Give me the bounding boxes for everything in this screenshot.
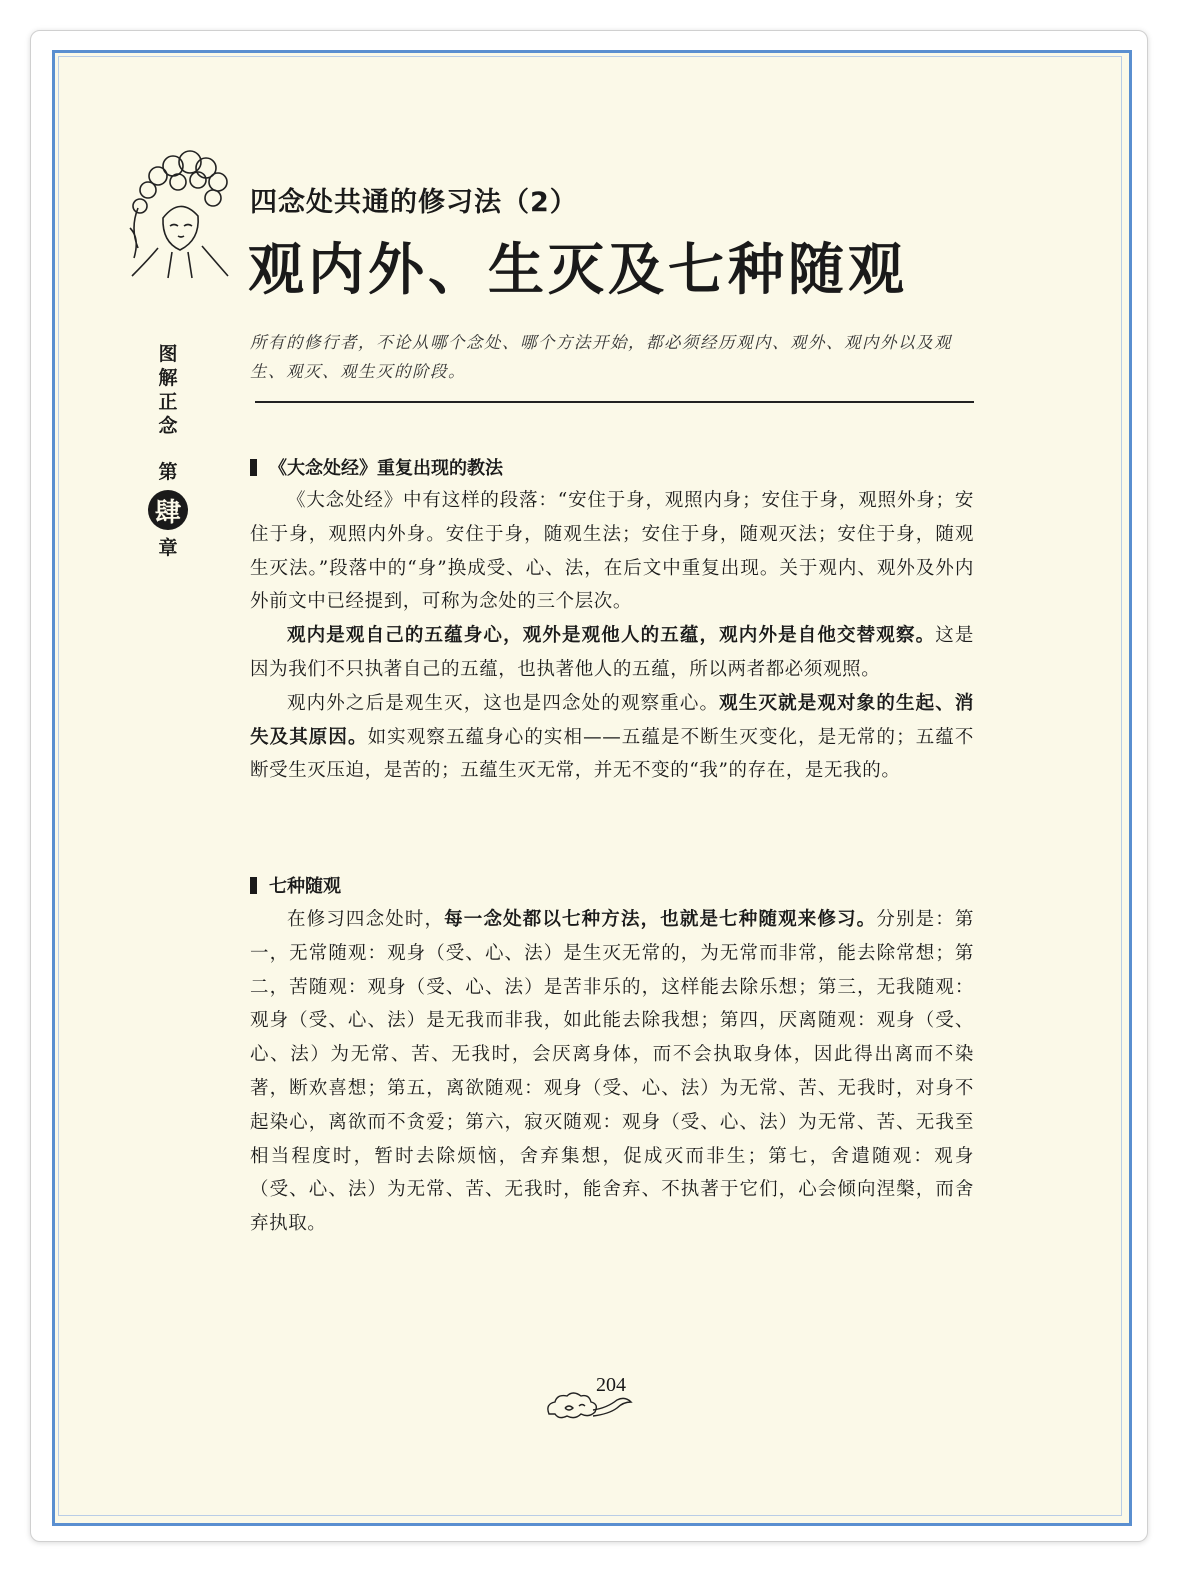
section-heading-text: 七种随观 bbox=[269, 876, 341, 897]
paragraph-text: 在修习四念处时， bbox=[287, 909, 445, 930]
paragraph-text: 这是因为我们不只执著自己的五蕴，也执著他人的五蕴，所以两者都必须观照。 bbox=[250, 625, 974, 680]
section-2-body bbox=[250, 903, 974, 1241]
section-1-body bbox=[250, 484, 974, 788]
sage-portrait-icon bbox=[118, 148, 236, 280]
page-title: 观内外、生灭及七种随观 bbox=[248, 237, 908, 303]
chapter-side-label bbox=[148, 342, 188, 560]
side-char: 解 bbox=[158, 367, 178, 389]
page-number: 204 bbox=[596, 1374, 626, 1396]
paragraph-text: 观内外之后是观生灭，这也是四念处的观察重心。 bbox=[287, 692, 720, 714]
chapter-prefix: 第 bbox=[158, 461, 178, 483]
heading-bar-icon bbox=[250, 459, 257, 476]
cloud-ornament-icon bbox=[543, 1388, 635, 1424]
section-heading-text: 《大念处经》重复出现的教法 bbox=[269, 458, 503, 479]
chapter-number-badge: 肆 bbox=[148, 490, 188, 530]
bold-text: 观生灭就是观对象的生起、消失及其原因。 bbox=[250, 692, 974, 748]
side-char: 图 bbox=[158, 343, 178, 365]
heading-bar-icon bbox=[250, 877, 257, 894]
paragraph bbox=[250, 903, 974, 1241]
intro-text: 所有的修行者，不论从哪个念处、哪个方法开始，都必须经历观内、观外、观内外以及观生、观灭、观生灭的阶段。 bbox=[250, 333, 952, 381]
section-heading-2 bbox=[250, 872, 341, 898]
side-char: 正 bbox=[158, 391, 178, 413]
section-heading-1 bbox=[250, 454, 503, 480]
paragraph-text: 如实观察五蕴身心的实相——五蕴是不断生灭变化，是无常的；五蕴不断受生灭压迫，是苦的；五蕴生灭无常，并无不变的“我”的存在，是无我的。 bbox=[250, 726, 974, 782]
paragraph bbox=[250, 619, 974, 687]
bold-text: 观内是观自己的五蕴身心，观外是观他人的五蕴，观内外是自他交替观察。 bbox=[287, 625, 936, 647]
section-subtitle: 四念处共通的修习法（2） bbox=[250, 187, 578, 218]
bold-text: 每一念处都以七种方法，也就是七种随观来修习。 bbox=[444, 909, 877, 930]
paragraph bbox=[250, 687, 974, 788]
chapter-suffix: 章 bbox=[158, 537, 178, 559]
paragraph-text: 分别是：第一，无常随观：观身（受、心、法）是生灭无常的，为无常而非常，能去除常想；第二，苦随观：观身（受、心、法）是苦非乐的，这样能去除乐想；第三，无我随观：观身（受、心、法）是无我而非我，如此能去除我想；第四，厌离随观：观身（受、心、法）为无常、苦、无我时，会厌离身体，而不会执取身体，因此得出离而不染著，断欢喜想；第五，离欲随观：观身（受、心、法）为无常、苦、无我时，对身不起染心，离欲而不贪爱；第六，寂灭随观：观身（受、心、法）为无常、苦、无我至相当程度时，暂时去除烦恼，舍弃集想，促成灭而非生；第七，舍遣随观：观身（受、心、法）为无常、苦、无我时，能舍弃、不执著于它们，心会倾向涅槃，而舍弃执取。 bbox=[250, 909, 974, 1235]
divider bbox=[255, 401, 974, 403]
paragraph: 《大念处经》中有这样的段落：“安住于身，观照内身；安住于身，观照外身；安住于身，观照内外身。安住于身，随观生法；安住于身，随观灭法；安住于身，随观生灭法。”段落中的“身”换成受、心、法，在后文中重复出现。关于观内、观外及外内外前文中已经提到，可称为念处的三个层次。 bbox=[250, 490, 974, 613]
side-char: 念 bbox=[158, 415, 178, 437]
